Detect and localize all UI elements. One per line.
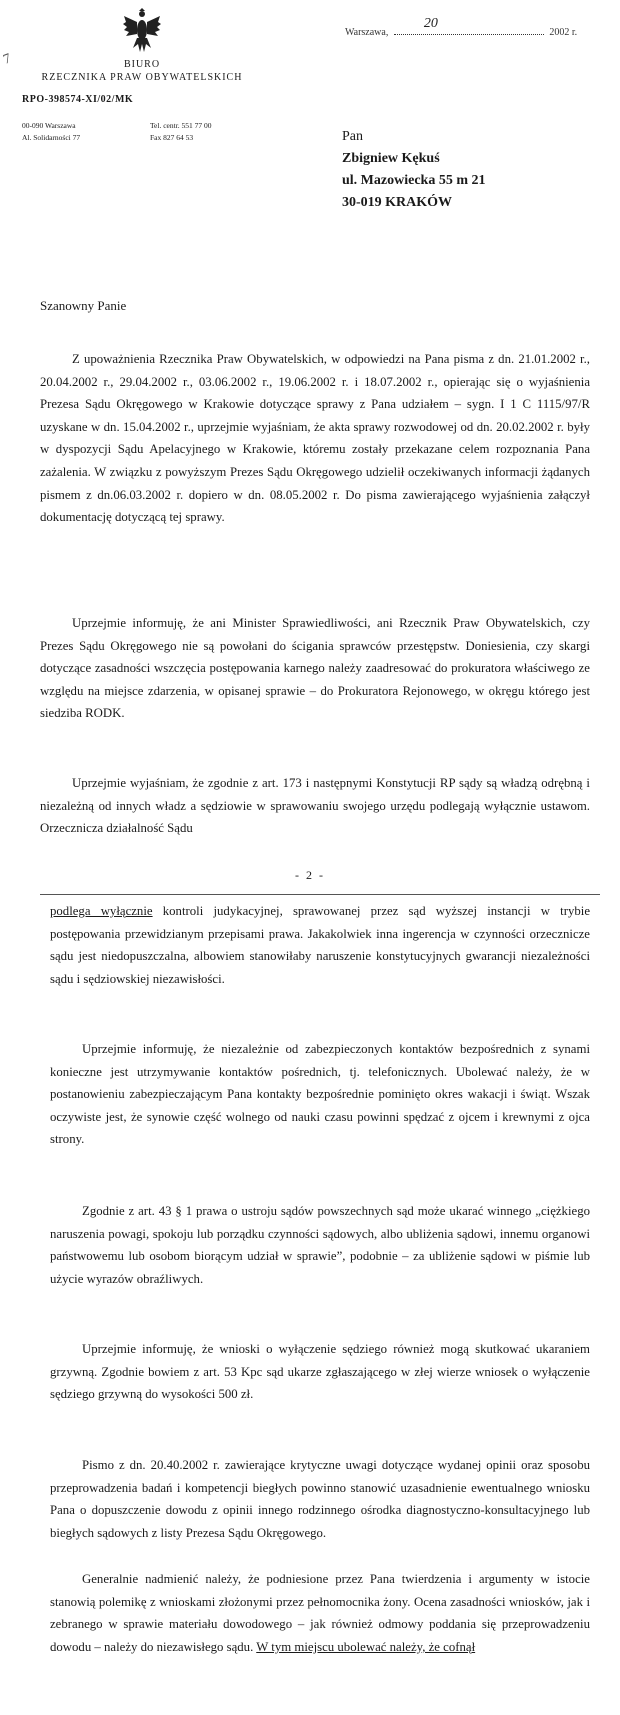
paragraph-5: [50, 1038, 590, 1151]
greeting: Szanowny Panie: [40, 298, 127, 313]
paragraph-7-text: Uprzejmie informuję, że wnioski o wyłączenie sędziego również mogą skutkować ukaraniem grzywną. Zgodnie bowiem z art. 53 Kpc sąd ukarze zgłaszającego w złej wierze wniosek o wyłączenie sędziego grzywną do wysokości 500 zł.: [50, 1342, 590, 1402]
recipient-block: [342, 126, 485, 214]
paragraph-8: [50, 1454, 590, 1544]
paragraph-2: [40, 612, 590, 725]
paragraph-8-text: Pismo z dn. 20.40.2002 r. zawierające krytyczne uwagi dotyczące wydanej opinii oraz sposobu przeprowadzenia badań i kompetencji biegłych powinno stanowić uzasadnienie ewentualnego wniosku Pana o dopuszczenie dowodu z opinii innego rodzinnego ośrodka diagnostyczno-konsultacyjnego lub biegłych sądowych z listy Prezesa Sądu Okręgowego.: [50, 1458, 590, 1540]
page-divider: [40, 894, 600, 895]
recipient-name: Zbigniew Kękuś: [342, 151, 440, 166]
address-line2: Al. Solidarności 77: [22, 133, 81, 142]
paragraph-9-text: [50, 1568, 590, 1658]
office-address: [22, 120, 80, 144]
recipient-city: 30-019 KRAKÓW: [342, 195, 453, 210]
paragraph-9: [50, 1568, 590, 1658]
paragraph-9-main: Generalnie nadmienić należy, że podniesione przez Pana twierdzenia i argumenty w istocie stanowią polemikę z wnioskami złożonymi przez pełnomocnika żony. Ocena zasadności wniosków, jak i zebranego w sprawie materiału dowodowego – jak również odmowy poddania się przeprowadzeniu dowodu – należy do niezawisłego sądu.: [50, 1572, 590, 1654]
paragraph-4-underlined: podlega wyłącznie: [50, 904, 153, 918]
office-contact: [150, 120, 212, 144]
date-line: [345, 16, 578, 38]
paragraph-4-rest: kontroli judykacyjnej, sprawowanej przez sąd wyższej instancji w trybie postępowania przewidzianym przepisami prawa. Jakakolwiek inna ingerencja w czynności orzecznicze sądu jest niedopuszczalna, albowiem stanowiłaby naruszenie konstytucyjnych gwarancji niezależności sądu i sędziowskiej niezawisłości.: [50, 904, 591, 986]
paragraph-1-text: Z upoważnienia Rzecznika Praw Obywatelskich, w odpowiedzi na Pana pisma z dn. 21.01.2002 r., 20.04.2002 r., 29.04.2002 r., 03.06.2002 r., 19.06.2002 r. i 18.07.2002 r., opierając się o wyjaśnienia Prezesa Sądu Okręgowego w Krakowie dotyczące sprawy z Pana udziałem – sygn. I 1 C 1115/97/R uzyskane w dn. 15.04.2002 r., uprzejmie wyjaśniam, że akta sprawy rozwodowej od dn. 20.02.2002 r. były w dyspozycji Sądu Apelacyjnego w Krakowie, któremu zostały przekazane celem rozpoznania Pana zażalenia. W związku z powyższym Prezes Sądu Okręgowego udzielił oczekiwanych informacji żądanych pismem z dn.06.03.2002 r. dopiero w dn. 08.05.2002 r. Do pisma zawierającego wyjaśnienia załączył dokumentację dotyczącą tej sprawy.: [40, 352, 590, 525]
page-number: - 2 -: [295, 868, 325, 882]
phone-line: Tel. centr. 551 77 00: [150, 121, 212, 130]
recipient-salutation: Pan: [342, 129, 363, 144]
fax-line: Fax 827 64 53: [150, 133, 194, 142]
paragraph-6-text: Zgodnie z art. 43 § 1 prawa o ustroju sądów powszechnych sąd może ukarać winnego „ciężkiego naruszenia powagi, spokoju lub porządku czynności sądowych, albo ubliżenia sądowi, innemu organowi państwowemu lub osobom biorącym udział w sprawie”, podobnie – za ubliżenie sądowi w piśmie lub użycie wyrazów obraźliwych.: [50, 1204, 590, 1286]
address-line1: 00-090 Warszawa: [22, 121, 76, 130]
office-title-line2: RZECZNIKA PRAW OBYWATELSKICH: [41, 72, 243, 83]
paragraph-6: [50, 1200, 590, 1290]
date-year: 2002 r.: [549, 27, 578, 38]
recipient-street: ul. Mazowiecka 55 m 21: [342, 173, 486, 188]
office-title: [22, 58, 262, 84]
paragraph-4: [50, 900, 590, 990]
reference-number: RPO-398574-XI/02/MK: [22, 94, 134, 105]
eagle-emblem-icon: [122, 8, 162, 56]
paragraph-5-text: Uprzejmie informuję, że niezależnie od zabezpieczonych kontaktów bezpośrednich z synami konieczne jest utrzymywanie kontaktów pośrednich, tj. telefonicznych. Ubolewać należy, że w postanowieniu zabezpieczającym Pana kontakty bezpośrednie pominięto okres wakacji i świąt. Wszak oczywiste jest, że synowie część wolnego od nauki czasu powinni spędzać z ojcem i krewnymi z ojca strony.: [50, 1042, 590, 1147]
handwritten-margin-mark: 7: [1, 51, 14, 68]
paragraph-9-underlined: W tym miejscu ubolewać należy, że cofnął: [256, 1639, 476, 1654]
date-city: Warszawa,: [345, 27, 389, 38]
date-dotted-field: [394, 16, 544, 35]
paragraph-3-text: Uprzejmie wyjaśniam, że zgodnie z art. 173 i następnymi Konstytucji RP sądy są władzą odrębną i niezależną od innych władz a sędziowie w sprawowaniu swojego urzędu podlegają wyłącznie ustawom. Orzecznicza działalność Sądu: [40, 776, 590, 836]
office-title-line1: BIURO: [123, 59, 161, 70]
paragraph-4-text: [50, 900, 590, 990]
paragraph-7: [50, 1338, 590, 1406]
paragraph-1: [40, 348, 590, 529]
paragraph-3: [40, 772, 590, 840]
date-handwriting: 20: [423, 16, 438, 31]
paragraph-2-text: Uprzejmie informuję, że ani Minister Sprawiedliwości, ani Rzecznik Praw Obywatelskich, czy Prezes Sądu Okręgowego nie są powołani do ścigania sprawców przestępstw. Doniesienia, czy skargi dotyczące zasadności wszczęcia postępowania karnego należy zaadresować do prokuratora właściwego ze względu na miejsce zdarzenia, w opisanej sprawie – do Prokuratora Rejonowego, w okręgu którego jest siedziba RODK.: [40, 616, 590, 721]
